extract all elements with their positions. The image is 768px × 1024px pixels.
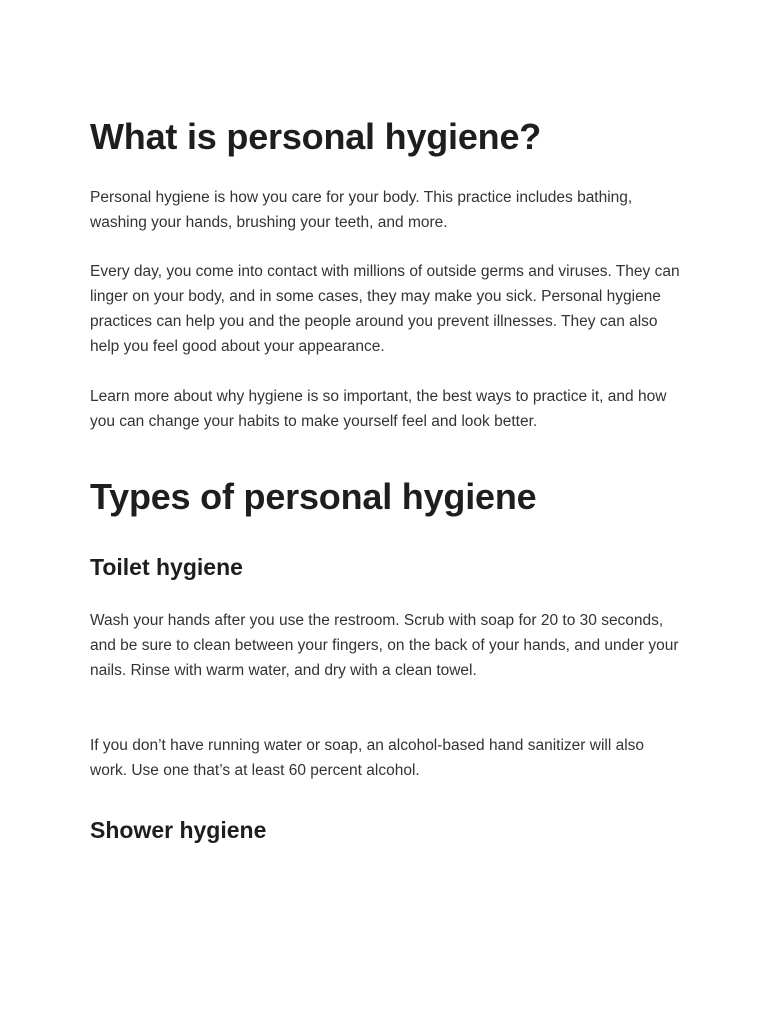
intro-paragraph: Every day, you come into contact with millions of outside germs and viruses. They can linger on your body, and in some cases, they may make you sick. Personal hygiene practices can help you and the people around you prevent illnesses. They can also help you feel good about your appearance. (90, 263, 680, 355)
subsection-heading-toilet: Toilet hygiene (90, 554, 243, 580)
toilet-paragraph: If you don’t have running water or soap, an alcohol-based hand sanitizer will also work. Use one that’s at least 60 percent alcohol. (90, 737, 645, 779)
toilet-paragraph: Wash your hands after you use the restroom. Scrub with soap for 20 to 30 seconds, and be sure to clean between your fingers, on the back of your hands, and under your nails. Rinse with warm water, and dry with a clean towel. (90, 612, 679, 679)
intro-paragraph: Personal hygiene is how you care for your body. This practice includes bathing, washing your hands, brushing your teeth, and more. (90, 189, 633, 231)
section-heading-types: Types of personal hygiene (90, 476, 537, 517)
article-title: What is personal hygiene? (90, 116, 542, 157)
subsection-heading-shower: Shower hygiene (90, 817, 267, 843)
intro-paragraph: Learn more about why hygiene is so important, the best ways to practice it, and how you can change your habits to make yourself feel and look better. (90, 388, 667, 430)
